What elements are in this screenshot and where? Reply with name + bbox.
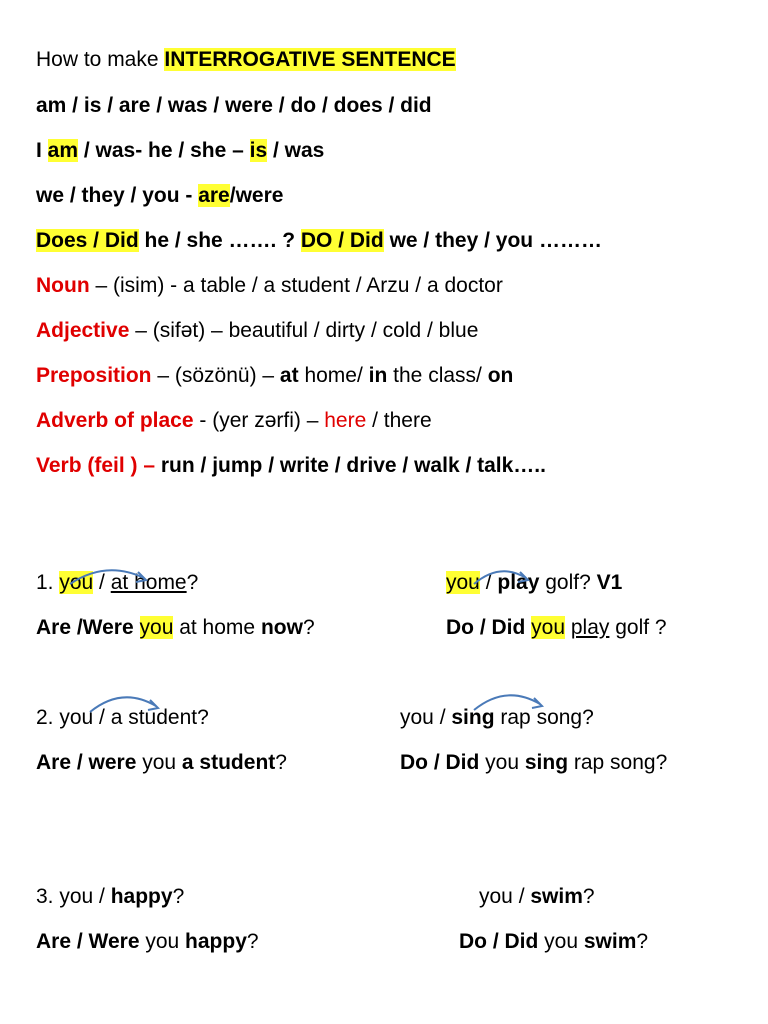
line-does-did	[36, 227, 602, 255]
example-3-answer: Are / Were you happy?	[36, 930, 259, 953]
ex1-answer-you: you	[139, 616, 174, 639]
example-1-right-answer: Do / Did you play golf ?	[446, 616, 667, 639]
ex1-right-answer-you: you	[531, 616, 566, 639]
verb-term: Verb (feil ) –	[36, 454, 156, 477]
word-in: in	[368, 364, 388, 387]
ex1-v1: V1	[596, 571, 623, 594]
line-i-mid: / was- he / she –	[78, 139, 250, 162]
adverb-line	[36, 407, 432, 435]
ex3-do-did: Do / Did	[459, 930, 539, 953]
example-3-right-answer: Do / Did you swim?	[459, 930, 649, 953]
adjective-definition: – (sifət) – beautiful / dirty / cold / blue	[129, 319, 479, 342]
adjective-term: Adjective	[36, 319, 130, 342]
example-2-right-question: you / sing rap song?	[400, 706, 594, 729]
example-1-answer: Are /Were you at home now?	[36, 616, 315, 639]
word-i: I	[36, 139, 48, 162]
example-2-answer: Are / were you a student?	[36, 751, 287, 774]
word-is: is	[249, 139, 268, 162]
word-here: here	[324, 409, 367, 432]
adverb-p1: - (yer zərfi) –	[193, 409, 325, 432]
verb-examples: run / jump / write / drive / walk / talk…..	[155, 454, 546, 477]
line-does-end: we / they / you ………	[383, 229, 602, 252]
verb-line	[36, 452, 546, 480]
noun-term: Noun	[36, 274, 90, 297]
ex3-answer-swim: swim	[583, 930, 637, 953]
preposition-p2: home/	[298, 364, 369, 387]
ex1-answer-mid: at home	[173, 616, 261, 639]
ex1-q-end: ?	[186, 571, 199, 594]
ex1-right-you: you	[446, 571, 480, 594]
ex1-do-did: Do / Did	[446, 616, 526, 639]
ex1-now: now	[260, 616, 303, 639]
line-we-start: we / they / you -	[36, 184, 199, 207]
ex1-right-answer-play: play	[570, 616, 610, 639]
ex3-are-were: Are / Were	[36, 930, 140, 953]
ex3-swim: swim	[530, 885, 583, 908]
example-1-right-question: you / play golf? V1	[446, 571, 623, 594]
line-does-mid: he / she ……. ?	[138, 229, 301, 252]
adverb-p2: / there	[366, 409, 432, 432]
title-highlight: INTERROGATIVE SENTENCE	[164, 48, 456, 71]
line-we-are	[36, 182, 283, 210]
preposition-line	[36, 362, 513, 390]
example-2-question: 2. you / a student?	[36, 706, 209, 729]
ex2-sing: sing	[451, 706, 495, 729]
word-on: on	[487, 364, 514, 387]
ex1-are-were: Are /Were	[36, 616, 134, 639]
page-title	[36, 46, 456, 74]
line-i-end: / was	[267, 139, 325, 162]
preposition-p3: the class/	[387, 364, 488, 387]
adverb-term: Adverb of place	[36, 409, 194, 432]
ex2-do-did: Do / Did	[400, 751, 480, 774]
line-i-am	[36, 137, 324, 165]
ex1-swap-arrow-icon	[66, 560, 156, 590]
word-at: at	[279, 364, 299, 387]
ex1-number: 1.	[36, 571, 60, 594]
ex1-right-swap-arrow-icon	[470, 562, 540, 590]
ex3-answer-happy: happy	[185, 930, 247, 953]
preposition-term: Preposition	[36, 364, 152, 387]
ex2-answer-sing: sing	[524, 751, 569, 774]
ex2-student: a student	[181, 751, 276, 774]
example-3-question: 3. you / happy?	[36, 885, 185, 908]
preposition-p1: – (sözönü) –	[151, 364, 280, 387]
ex3-happy: happy	[110, 885, 173, 908]
be-verbs-line: am / is / are / was / were / do / does / did	[36, 94, 432, 117]
ex1-you: you	[59, 571, 94, 594]
ex2-swap-arrow-icon	[86, 688, 166, 718]
do-did-highlight: DO / Did	[300, 229, 384, 252]
ex1-sep: /	[93, 571, 111, 594]
does-did-highlight: Does / Did	[36, 229, 139, 252]
adjective-line	[36, 317, 478, 345]
word-are: are	[198, 184, 230, 207]
title-prefix: How to make	[36, 48, 165, 71]
word-am: am	[47, 139, 79, 162]
example-3-right-question: you / swim?	[479, 885, 595, 908]
example-2-right-answer: Do / Did you sing rap song?	[400, 751, 668, 774]
ex2-right-swap-arrow-icon	[470, 686, 550, 716]
noun-definition: – (isim) - a table / a student / Arzu / a doctor	[89, 274, 503, 297]
ex1-play: play	[497, 571, 540, 594]
ex1-golf: golf?	[539, 571, 597, 594]
line-we-end: /were	[229, 184, 284, 207]
ex1-at-home: at home	[110, 571, 187, 594]
noun-line	[36, 272, 503, 300]
ex2-are-were: Are / were	[36, 751, 137, 774]
